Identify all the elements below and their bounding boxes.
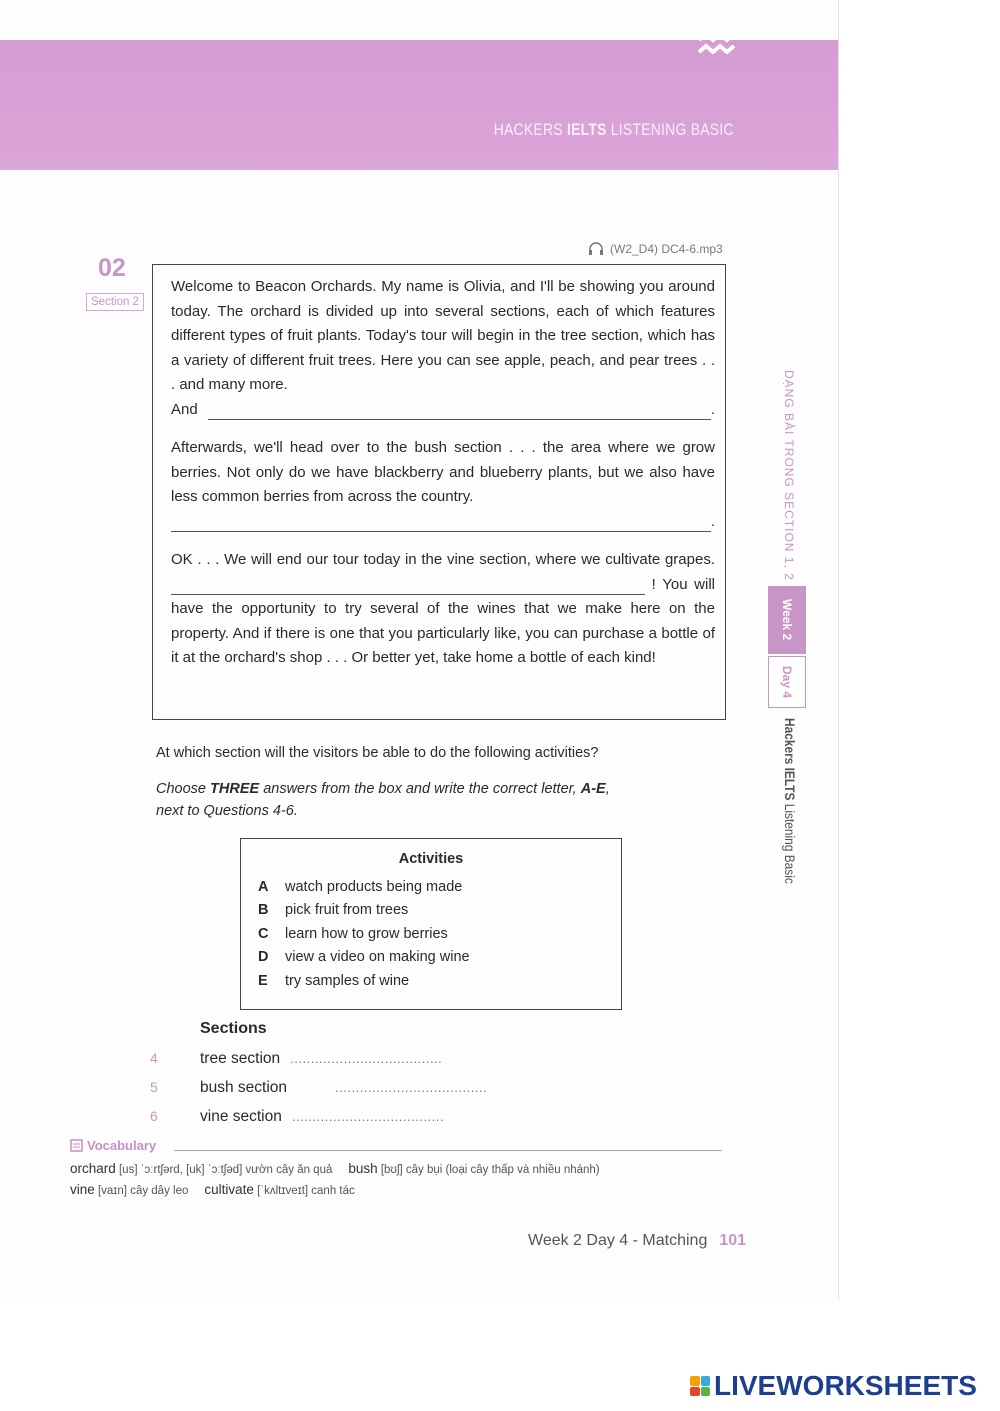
vocabulary-line-1: orchard [us] ˈɔːrtʃərd, [uk] ˈɔːtʃəd] vườn cây ăn quả bush [bʊʃ] cây bụi (loại cây thấp và nhiều nhánh): [70, 1161, 600, 1176]
activity-item: D view a video on making wine: [258, 949, 470, 966]
page-footer: Week 2 Day 4 - Matching 101: [528, 1232, 747, 1249]
transcript-paragraph-1: Welcome to Beacon Orchards. My name is Olivia, and I'll be showing you around today. The orchard is divided up into several sections, each of which features different types of fruit plants. Today's tour will begin in the tree section, which has a variety of different fruit trees. Here you can see apple, peach, and pear trees . . . and many more. And .: [171, 278, 715, 418]
question-text: At which section will the visitors be able to do the following activities?: [156, 745, 599, 761]
answer-blank-3[interactable]: [171, 574, 645, 595]
section-row-6: 6 vine section .....................................: [150, 1108, 444, 1125]
activities-title: Activities: [398, 851, 464, 867]
header-title: HACKERS IELTS LISTENING BASIC: [493, 120, 734, 139]
answer-field-6[interactable]: .....................................: [291, 1109, 444, 1124]
section-badge: Section 2: [86, 293, 144, 311]
vocabulary-heading: Vocabulary: [70, 1138, 156, 1153]
side-category-label: DẠNG BÀI TRONG SECTION 1, 2: [782, 370, 796, 581]
answer-blank-2[interactable]: [171, 511, 711, 532]
sections-heading: Sections: [200, 1020, 267, 1037]
wave-logo-icon: [696, 18, 738, 64]
transcript-paragraph-2: Afterwards, we'll head over to the bush section . . . the area where we grow berries. Not only do we have blackberry and blueberry plants, but we also have less common berries from across the country. .: [171, 439, 715, 530]
side-tab-week: Week 2: [768, 586, 806, 654]
instructions: Choose THREE answers from the box and write the correct letter, A-E, next to Questions 4-6.: [156, 781, 610, 819]
audio-file-label: [588, 242, 723, 256]
activity-item: B pick fruit from trees: [258, 902, 409, 919]
notebook-icon: [70, 1139, 83, 1152]
activity-item: A watch products being made: [258, 878, 463, 895]
side-brand: Hackers IELTS Listening Basic: [782, 718, 798, 884]
audio-filename: (W2_D4) DC4-6.mp3: [610, 242, 723, 256]
activity-item: C learn how to grow berries: [258, 925, 448, 942]
vocabulary-divider: [174, 1150, 722, 1151]
answer-field-4[interactable]: .....................................: [290, 1051, 443, 1066]
headphones-icon: [588, 242, 604, 256]
question-number: 02: [98, 254, 126, 282]
liveworksheets-watermark: LIVEWORKSHEETS: [690, 1370, 977, 1402]
transcript-box: [152, 264, 726, 720]
section-row-5: 5 bush section .....................................: [150, 1079, 488, 1096]
answer-blank-1[interactable]: [208, 399, 711, 420]
side-tab-day: Day 4: [768, 656, 806, 708]
activity-item: E try samples of wine: [258, 972, 410, 989]
section-row-4: 4 tree section .....................................: [150, 1050, 443, 1067]
liveworksheets-logo-icon: [690, 1376, 710, 1396]
answer-field-5[interactable]: .....................................: [335, 1080, 488, 1095]
transcript-paragraph-3: OK . . . We will end our tour today in the vine section, where we cultivate grapes. ! You will have the opportunity to try several of the wines that we make here on the property. And if there is one that you particularly like, you can purchase a bottle of it at the orchard's shop . . . Or better yet, take home a bottle of each kind!: [171, 551, 716, 666]
vocabulary-line-2: vine [vaɪn] cây dây leo cultivate [ˈkʌltɪveɪt] canh tác: [70, 1182, 355, 1197]
page-number: 101: [719, 1232, 747, 1249]
activities-box: [240, 838, 622, 1010]
